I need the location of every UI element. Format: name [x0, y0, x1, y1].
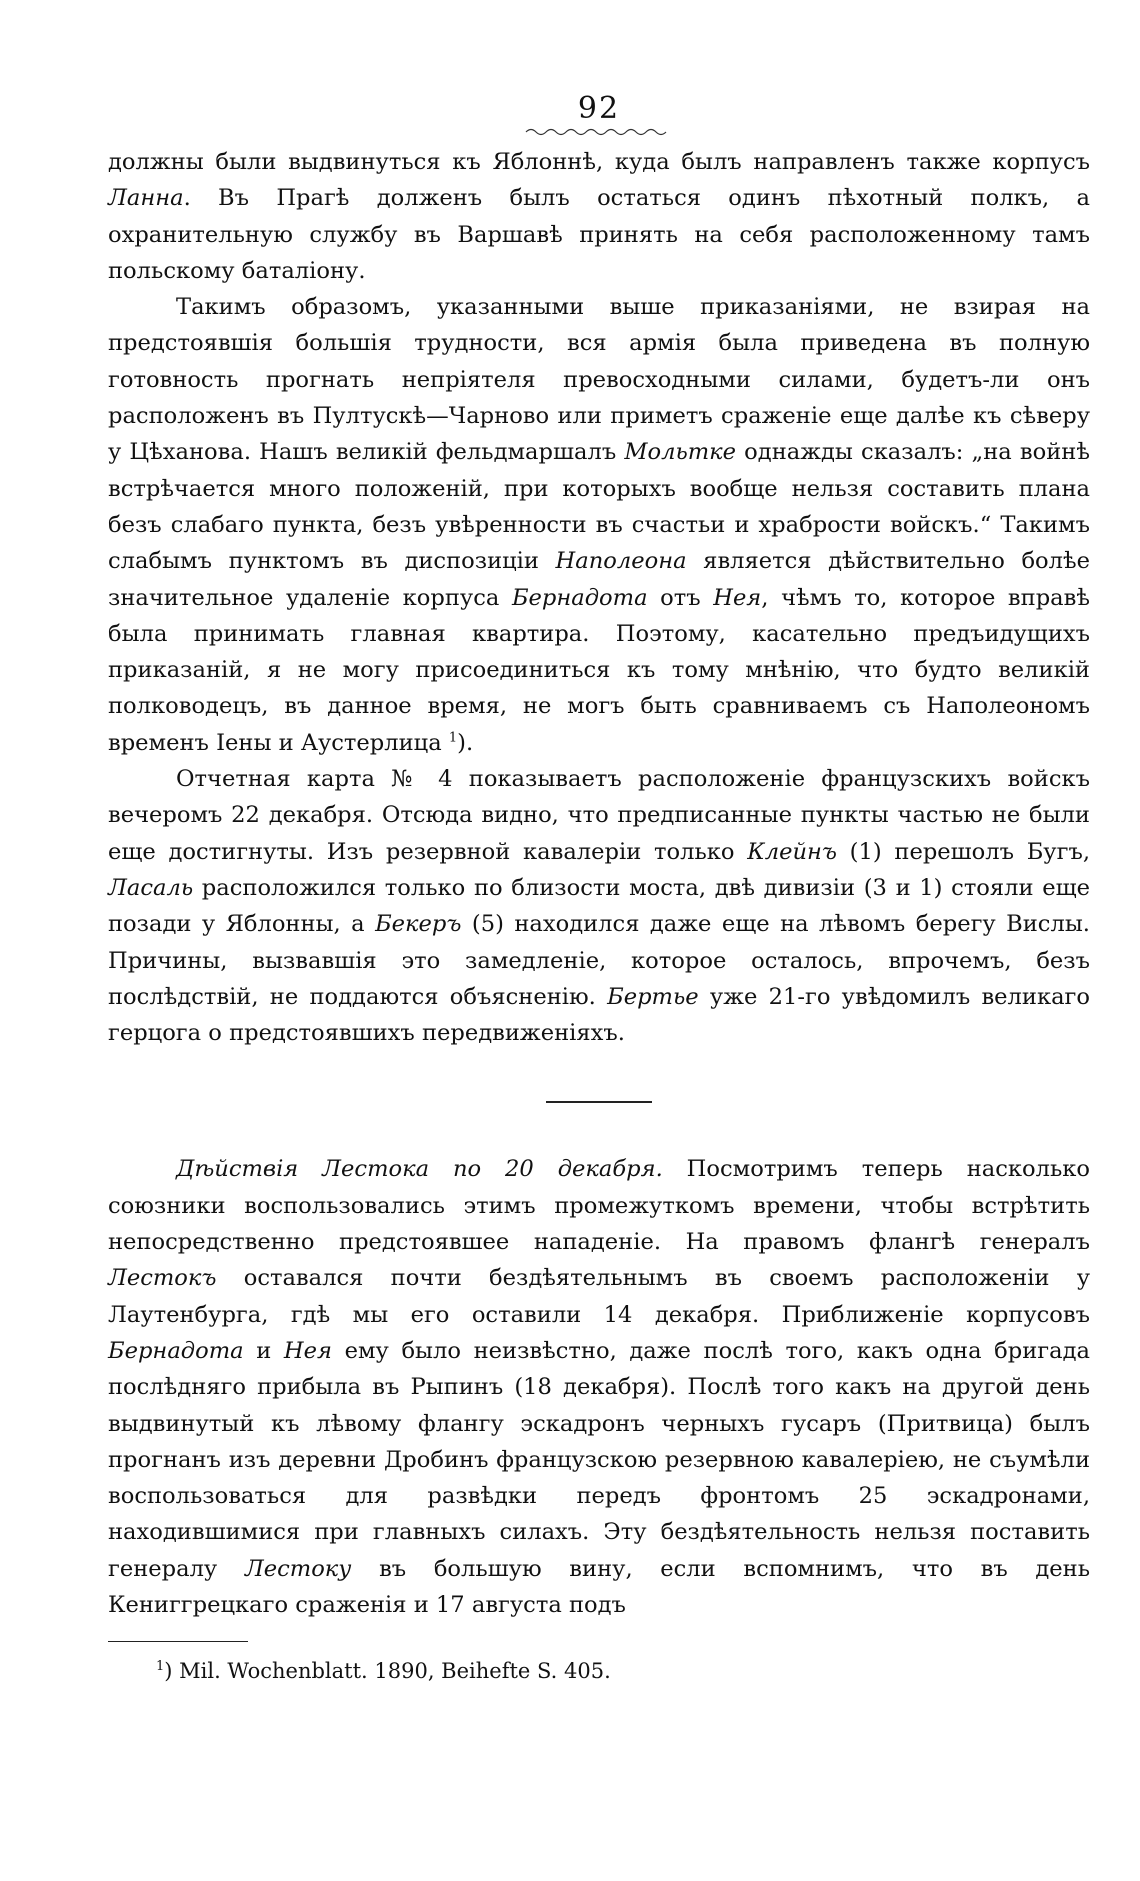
footnote-ref: 1 — [448, 730, 458, 746]
text-run: (1) перешолъ Бугъ, — [836, 838, 1090, 865]
text-run: Такимъ образомъ, указанными выше приказаніями, не взирая на предстоявшія большія трудности, вся армія была приведена въ полную готовность прогнать непріятеля превосходными силами, будетъ-ли онъ расположенъ въ Пултускѣ—Чарново или приметъ сраженіе еще далѣе къ сѣверу у Цѣханова. Нашъ великій фельдмаршалъ — [108, 294, 1090, 466]
text-run: въ большую вину, если вспомнимъ, что въ день Кениггрецкаго сраженія и 17 августа подъ — [108, 1555, 1091, 1618]
text-run: является дѣйствительно болѣе значительное удаленіе корпуса — [108, 548, 1090, 611]
text-run: , чѣмъ то, которое вправѣ была принимать главная квартира. Поэтому, касательно предъидущихъ приказаній, я не могу присоединиться къ тому мнѣнію, что будто великій полководецъ, въ данное время, не могъ быть сравниваемъ съ Наполеономъ временъ Іены и Аустерлица — [108, 584, 1090, 756]
section-heading: Дѣйствія Лестока по 20 декабря. — [176, 1156, 663, 1183]
paragraph-4 — [108, 1151, 1090, 1623]
paragraph-1 — [108, 144, 1090, 289]
italic-name: Бекеръ — [375, 911, 462, 938]
italic-name: Клейнъ — [747, 838, 837, 865]
text-run: (5) находился даже еще на лѣвомъ берегу Вислы. Причины, вызвавшія это замедленіе, которое осталось, впрочемъ, безъ послѣдствій, не поддаются объясненію. — [108, 911, 1090, 1010]
text-run: однажды сказалъ: „на войнѣ встрѣчается много положеній, при которыхъ вообще нельзя составить плана безъ слабаго пункта, безъ увѣренности въ счастьи и храбрости войскъ.“ Такимъ слабымъ пунктомъ въ диспозиціи — [108, 439, 1090, 575]
footnote-text: ) Mil. Wochenblatt. 1890, Beihefte S. 405. — [164, 1659, 611, 1684]
text-run: должны были выдвинуться къ Яблоннѣ, куда былъ направленъ также корпусъ — [108, 149, 1090, 175]
footnote-marker: 1 — [156, 1659, 165, 1675]
italic-name: Мольтке — [624, 439, 737, 466]
text-run: уже 21-го увѣдомилъ великаго герцога о предстоявшихъ передвиженіяхъ. — [108, 983, 1090, 1047]
text-run: оставался почти бездѣятельнымъ въ своемъ расположеніи у Лаутенбурга, гдѣ мы его оставили 14 декабря. Приближеніе корпусовъ — [108, 1265, 1090, 1328]
text-run: и — [243, 1337, 284, 1364]
italic-name: Наполеона — [555, 548, 687, 575]
text-run: расположился только по близости моста, двѣ дивизіи (3 и 1) стояли еще позади у Яблонны, а — [108, 874, 1090, 938]
footnote-rule — [108, 1641, 248, 1642]
italic-name: Нея — [283, 1337, 332, 1364]
footnote — [156, 1656, 1090, 1686]
text-run: Отчетная карта № 4 показываетъ расположеніе французскихъ войскъ вечеромъ 22 декабря. Отсюда видно, что предписанные пункты частью не были еще достигнуты. Изъ резервной кавалеріи только — [108, 766, 1090, 865]
text-run: . Въ Прагѣ долженъ былъ остаться одинъ пѣхотный полкъ, а охранительную службу въ Варшавѣ принять на себя расположенному тамъ польскому баталіону. — [108, 185, 1090, 284]
text-run: ему было неизвѣстно, даже послѣ того, какъ одна бригада послѣдняго прибыла въ Рыпинъ (18 декабря). Послѣ того какъ на другой день выдвинутый къ лѣвому флангу эскадронъ черныхъ гусаръ (Притвица) былъ прогнанъ изъ деревни Дробинъ французскою резервною кавалеріею, не съумѣли воспользоваться для развѣдки передъ фронтомъ 25 эскадронами, находившимися при главныхъ силахъ. Эту бездѣятельность нельзя поставить генералу — [108, 1337, 1090, 1582]
italic-name: Бернадота — [108, 1337, 244, 1364]
text-run: ). — [457, 729, 474, 756]
italic-name: Ланна — [108, 185, 184, 212]
book-page — [108, 92, 1090, 1686]
italic-name: Нея — [713, 584, 762, 611]
italic-name: Бернадота — [511, 584, 648, 611]
italic-name: Бертье — [607, 983, 699, 1010]
paragraph-3 — [108, 761, 1090, 1051]
italic-name: Лестокъ — [108, 1265, 217, 1292]
paragraph-2 — [108, 289, 1090, 761]
text-run: Посмотримъ теперь насколько союзники воспользовались этимъ промежуткомъ времени, чтобы встрѣтить непосредственно предстоявшее нападеніе. На правомъ флангѣ генералъ — [108, 1156, 1090, 1256]
italic-name: Лестоку — [244, 1555, 352, 1582]
italic-name: Ласаль — [108, 874, 194, 901]
section-divider — [546, 1101, 652, 1103]
ornament-icon — [524, 126, 674, 138]
page-number: 92 — [577, 91, 621, 126]
text-run: отъ — [647, 584, 714, 611]
